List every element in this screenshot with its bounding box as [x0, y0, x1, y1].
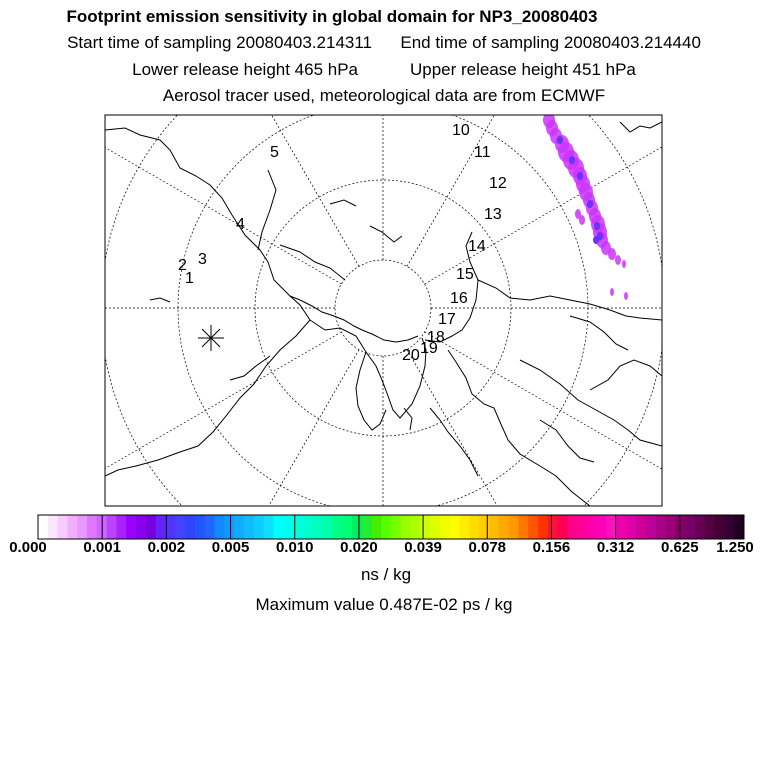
colorbar-tick-label: 0.005 [211, 539, 250, 556]
colorbar-swatch [332, 515, 342, 539]
trajectory-label: 20 [402, 347, 420, 364]
colorbar-swatch [107, 515, 117, 539]
emission-plume [543, 112, 628, 300]
colorbar-swatch [146, 515, 156, 539]
colorbar-swatch [617, 515, 627, 539]
colorbar-swatch [303, 515, 313, 539]
start-time: Start time of sampling 20080403.214311 [67, 33, 373, 52]
colorbar-tick-label: 0.156 [532, 539, 571, 556]
colorbar-swatch [126, 515, 136, 539]
colorbar-swatch [391, 515, 401, 539]
colorbar-swatch [626, 515, 636, 539]
trajectory-label: 2 [178, 257, 187, 274]
plume-core-cell [594, 222, 600, 230]
colorbar-swatch [77, 515, 87, 539]
colorbar-swatch [528, 515, 538, 539]
colorbar-swatch [675, 515, 685, 539]
colorbar-swatch [136, 515, 146, 539]
colorbar-swatch [420, 515, 430, 539]
tracer-info: Aerosol tracer used, meteorological data are from ECMWF [162, 86, 606, 105]
colorbar-swatch [205, 515, 215, 539]
plume-core-cell [557, 136, 563, 144]
colorbar-swatch [558, 515, 568, 539]
colorbar-swatch [381, 515, 391, 539]
colorbar-swatch [715, 515, 725, 539]
trajectory-label: 16 [450, 290, 468, 307]
colorbar-swatch [224, 515, 234, 539]
colorbar-swatch [87, 515, 97, 539]
maximum-value: Maximum value 0.487E-02 ps / kg [255, 595, 513, 614]
colorbar-swatch [646, 515, 656, 539]
colorbar-swatch [450, 515, 460, 539]
colorbar-swatch [577, 515, 587, 539]
colorbar-swatch [67, 515, 77, 539]
colorbar [38, 515, 745, 539]
colorbar-swatch [156, 515, 166, 539]
trajectory-label: 14 [468, 238, 486, 255]
plume-core-cell [587, 200, 593, 208]
colorbar-swatch [185, 515, 195, 539]
plume-cell [615, 255, 621, 265]
colorbar-tick-label: 0.625 [661, 539, 699, 556]
release-location-marker [198, 325, 224, 351]
colorbar-swatch [685, 515, 695, 539]
colorbar-swatch [548, 515, 558, 539]
colorbar-swatch [479, 515, 489, 539]
colorbar-tick-label: 1.250 [716, 539, 754, 556]
colorbar-swatch [587, 515, 597, 539]
colorbar-swatch [283, 515, 293, 539]
upper-release-height: Upper release height 451 hPa [409, 60, 636, 79]
colorbar-swatch [430, 515, 440, 539]
colorbar-swatch [411, 515, 421, 539]
plume-core-cell [593, 236, 599, 244]
plume-cell [622, 260, 626, 268]
colorbar-swatch [175, 515, 185, 539]
colorbar-tick-label: 0.002 [147, 539, 186, 556]
colorbar-swatch [195, 515, 205, 539]
trajectory-label: 18 [427, 329, 445, 346]
trajectory-label: 13 [484, 206, 502, 223]
colorbar-tick-label: 0.020 [340, 539, 378, 556]
trajectory-label: 12 [489, 175, 507, 192]
colorbar-swatch [499, 515, 509, 539]
colorbar-swatch [352, 515, 362, 539]
trajectory-label: 17 [438, 311, 456, 328]
plume-core-cell [569, 156, 575, 164]
meridian-line [0, 58, 341, 284]
colorbar-swatch [401, 515, 411, 539]
colorbar-tick-label: 0.078 [468, 539, 507, 556]
plume-core-cell [577, 172, 583, 180]
colorbar-swatch [38, 515, 48, 539]
colorbar-swatch [264, 515, 274, 539]
colorbar-swatch [705, 515, 715, 539]
plume-cell [624, 292, 628, 300]
colorbar-swatch [234, 515, 244, 539]
plume-cell [579, 215, 585, 225]
colorbar-swatch [656, 515, 666, 539]
colorbar-swatch [322, 515, 332, 539]
trajectory-label: 1 [185, 270, 194, 287]
colorbar-tick-label: 0.001 [83, 539, 121, 556]
colorbar-swatch [116, 515, 126, 539]
plume-cell [610, 288, 614, 296]
colorbar-swatch [695, 515, 705, 539]
colorbar-swatch [313, 515, 323, 539]
colorbar-swatch [362, 515, 372, 539]
colorbar-swatch [489, 515, 499, 539]
colorbar-swatch [509, 515, 519, 539]
colorbar-swatch [460, 515, 470, 539]
colorbar-swatch [568, 515, 578, 539]
colorbar-swatch [538, 515, 548, 539]
colorbar-swatch [734, 515, 744, 539]
lower-release-height: Lower release height 465 hPa [132, 60, 359, 79]
colorbar-swatch [254, 515, 264, 539]
colorbar-swatch [724, 515, 734, 539]
colorbar-tick-label: 0.039 [404, 539, 442, 556]
trajectory-label: 19 [420, 340, 438, 357]
page-title: Footprint emission sensitivity in global domain for NP3_20080403 [66, 7, 598, 26]
trajectory-label: 3 [198, 251, 207, 268]
meridian-line [133, 0, 359, 266]
colorbar-swatch [518, 515, 528, 539]
trajectory-label: 15 [456, 266, 474, 283]
colorbar-swatch [342, 515, 352, 539]
colorbar-swatch [371, 515, 381, 539]
colorbar-swatch [215, 515, 225, 539]
colorbar-swatch [469, 515, 479, 539]
colorbar-tick-label: 0.000 [9, 539, 47, 556]
trajectory-label: 5 [270, 144, 279, 161]
trajectory-label: 11 [474, 144, 491, 161]
colorbar-swatch [58, 515, 68, 539]
colorbar-swatch [636, 515, 646, 539]
colorbar-swatch [165, 515, 175, 539]
trajectory-label: 4 [236, 216, 245, 233]
colorbar-units: ns / kg [360, 565, 412, 584]
trajectory-labels [178, 122, 507, 364]
colorbar-swatch [273, 515, 283, 539]
colorbar-swatch [666, 515, 676, 539]
plume-cell [608, 248, 616, 260]
colorbar-tick-label: 0.010 [275, 539, 314, 556]
colorbar-swatch [440, 515, 450, 539]
trajectory-label: 10 [452, 122, 470, 139]
colorbar-swatch [48, 515, 58, 539]
colorbar-swatch [597, 515, 607, 539]
colorbar-tick-label: 0.312 [596, 539, 635, 556]
colorbar-swatch [244, 515, 254, 539]
end-time: End time of sampling 20080403.214440 [400, 33, 701, 52]
